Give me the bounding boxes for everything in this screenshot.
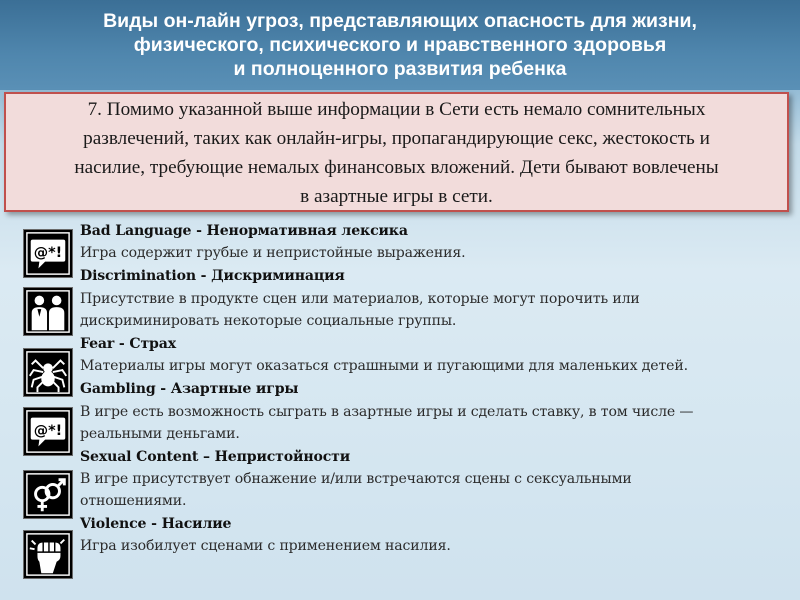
descriptor-text-sexual-content-1: В игре присутствует обнажение и/или встречаются сцены с сексуальными <box>80 471 632 487</box>
descriptor-text-violence: Игра изобилует сценами с применением насилия. <box>80 538 451 554</box>
gender-symbols-icon <box>23 470 73 519</box>
slide-title <box>0 0 800 90</box>
intro-line-1: 7. Помимо указанной выше информации в Сети есть немало сомнительных <box>87 99 706 120</box>
descriptor-text-sexual-content-2: отношениями. <box>80 493 187 509</box>
speech-bubble-symbols-icon <box>23 407 73 456</box>
descriptor-heading-sexual-content: Sexual Content – Непристойности <box>80 449 351 465</box>
descriptor-heading-violence: Violence - Насилие <box>80 516 232 532</box>
speech-bubble-symbols-icon <box>23 229 73 278</box>
intro-line-2: развлечений, таких как онлайн-игры, пропагандирующие секс, жестокость и <box>83 128 710 149</box>
title-line-1: Виды он-лайн угроз, представляющих опасность для жизни, <box>103 10 697 32</box>
svg-text:@*!: @*! <box>33 422 63 439</box>
intro-line-4: в азартные игры в сети. <box>300 186 493 207</box>
title-line-2: физического, психического и нравственного здоровья <box>133 34 667 56</box>
descriptor-text-gambling-1: В игре есть возможность сыграть в азартные игры и сделать ставку, в том числе — <box>80 404 694 420</box>
descriptor-text-discrimination-2: дискриминировать некоторые социальные группы. <box>80 313 457 329</box>
descriptor-heading-discrimination: Discrimination - Дискриминация <box>80 268 345 284</box>
people-silhouettes-icon <box>23 287 73 336</box>
descriptor-text-fear: Материалы игры могут оказаться страшными и пугающими для маленьких детей. <box>80 358 688 374</box>
descriptor-text-gambling-2: реальными деньгами. <box>80 426 240 442</box>
intro-textbox <box>4 92 789 212</box>
title-line-3: и полноценного развития ребенка <box>233 58 567 80</box>
fist-icon <box>23 530 73 579</box>
descriptor-heading-bad-language: Bad Language - Ненормативная лексика <box>80 223 408 239</box>
descriptor-text-discrimination-1: Присутствие в продукте сцен или материалов, которые могут порочить или <box>80 291 640 307</box>
descriptor-heading-gambling: Gambling - Азартные игры <box>80 381 299 397</box>
svg-text:@*!: @*! <box>33 244 63 261</box>
spider-icon <box>23 348 73 397</box>
descriptor-text-bad-language: Игра содержит грубые и непристойные выражения. <box>80 245 466 261</box>
intro-line-3: насилие, требующие немалых финансовых вложений. Дети бывают вовлечены <box>74 157 719 178</box>
descriptor-heading-fear: Fear - Страх <box>80 336 176 352</box>
